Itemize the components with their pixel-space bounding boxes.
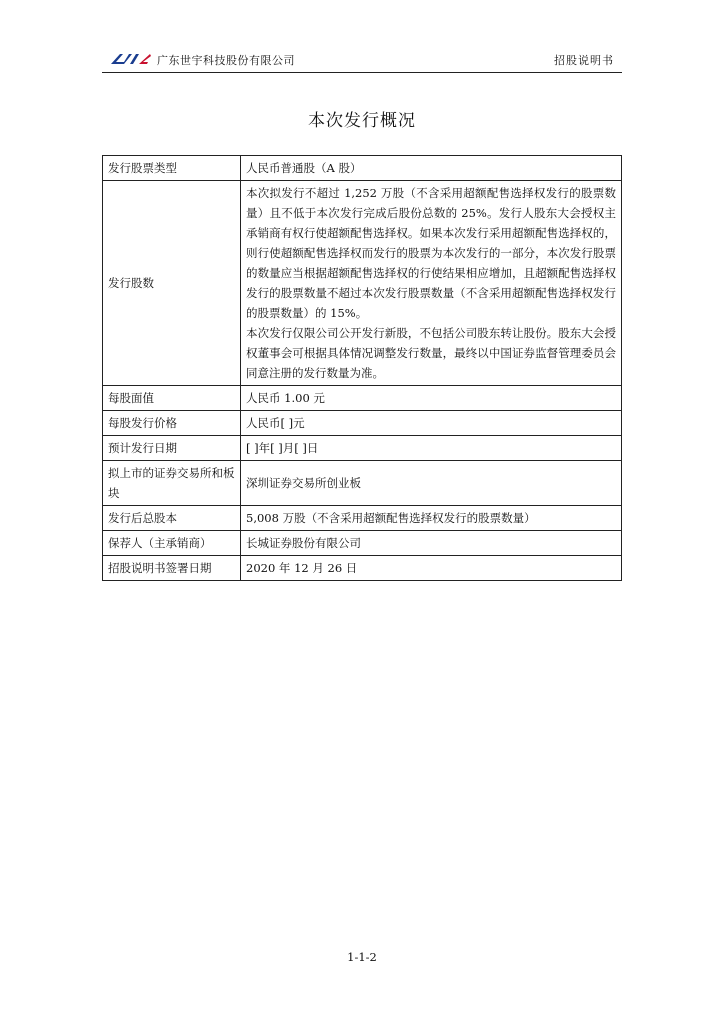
row-value-paragraph: 人民币[ ]元 (246, 416, 305, 430)
document-type: 招股说明书 (554, 54, 614, 67)
table-row (103, 461, 622, 506)
row-value-paragraph: 2020 年 12 月 26 日 (246, 561, 358, 575)
row-label: 预计发行日期 (103, 436, 241, 461)
row-label: 发行后总股本 (103, 506, 241, 531)
row-value (241, 181, 622, 386)
table-row (103, 156, 622, 181)
page-header (102, 50, 622, 73)
row-value-paragraph: 人民币 1.00 元 (246, 391, 325, 405)
table-row (103, 386, 622, 411)
row-value (241, 411, 622, 436)
row-value-paragraph: 长城证券股份有限公司 (246, 536, 361, 550)
row-label: 拟上市的证券交易所和板块 (103, 461, 241, 506)
page-number: 1-1-2 (347, 950, 377, 964)
row-value-paragraph: 人民币普通股（A 股） (246, 161, 362, 175)
row-value (241, 436, 622, 461)
page-title: 本次发行概况 (308, 111, 416, 131)
table-row (103, 411, 622, 436)
unis-logo (110, 51, 152, 67)
row-value (241, 386, 622, 411)
row-label: 发行股数 (103, 181, 241, 386)
table-row (103, 436, 622, 461)
row-value-paragraph: 本次发行仅限公司公开发行新股，不包括公司股东转让股份。股东大会授权董事会可根据具体情况调整发行数量，最终以中国证券监督管理委员会同意注册的发行数量为准。 (246, 326, 616, 380)
row-value (241, 556, 622, 581)
row-label: 保荐人（主承销商） (103, 531, 241, 556)
row-value (241, 461, 622, 506)
table-row (103, 181, 622, 386)
row-value-paragraph: 本次拟发行不超过 1,252 万股（不含采用超额配售选择权发行的股票数量）且不低于本次发行完成后股份总数的 25%。发行人股东大会授权主承销商有权行使超额配售选择权。如果本次发行采用超额配售选择权的，则行使超额配售选择权而发行的股票为本次发行的一部分，本次发行股票的数量应当根据超额配售选择权的行使结果相应增加，且超额配售选择权发行的股票数量不超过本次发行股票数量（不含采用超额配售选择权发行的股票数量）的 15%。 (246, 186, 616, 320)
table-row (103, 506, 622, 531)
row-value-paragraph: 深圳证券交易所创业板 (246, 476, 361, 490)
table-row (103, 531, 622, 556)
row-value (241, 156, 622, 181)
company-name: 广东世宇科技股份有限公司 (157, 54, 295, 67)
table-row (103, 556, 622, 581)
row-value-paragraph: [ ]年[ ]月[ ]日 (246, 441, 319, 455)
offering-overview-table (102, 155, 622, 581)
row-value (241, 506, 622, 531)
row-label: 每股面值 (103, 386, 241, 411)
row-value (241, 531, 622, 556)
row-value-paragraph: 5,008 万股（不含采用超额配售选择权发行的股票数量） (246, 511, 536, 525)
row-label: 发行股票类型 (103, 156, 241, 181)
row-label: 每股发行价格 (103, 411, 241, 436)
row-label: 招股说明书签署日期 (103, 556, 241, 581)
